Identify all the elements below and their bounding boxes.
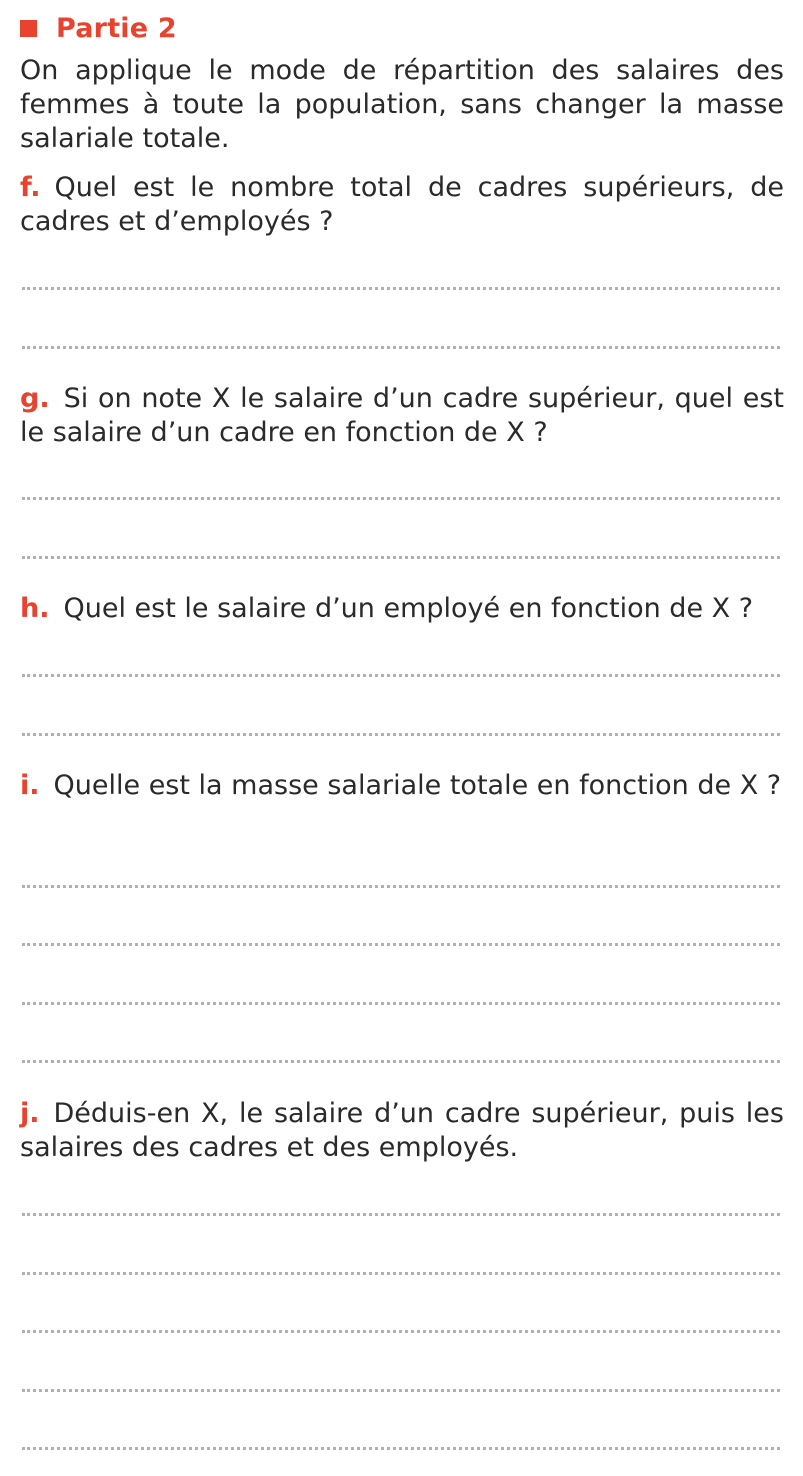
answer-line-j-3[interactable] — [22, 1330, 780, 1333]
answer-line-h-2[interactable] — [22, 733, 780, 736]
answer-line-j-2[interactable] — [22, 1272, 780, 1275]
question-f-letter: f. — [20, 172, 41, 203]
answer-line-f-2[interactable] — [22, 346, 780, 349]
answer-line-h-1[interactable] — [22, 674, 780, 677]
question-j-text: Déduis-en X, le salaire d’un cadre supérieur, puis les salaires des cadres et des employés. — [20, 1098, 784, 1163]
question-h — [20, 592, 784, 626]
question-i-letter: i. — [20, 770, 40, 801]
question-j — [20, 1097, 784, 1165]
answer-line-j-5[interactable] — [22, 1447, 780, 1450]
question-j-letter: j. — [20, 1098, 40, 1129]
answer-line-f-1[interactable] — [22, 287, 780, 290]
question-f-text: Quel est le nombre total de cadres supérieurs, de cadres et d’employés ? — [20, 172, 784, 237]
question-f — [20, 171, 784, 239]
question-h-letter: h. — [20, 593, 50, 624]
answer-line-j-1[interactable] — [22, 1213, 780, 1216]
answer-line-i-4[interactable] — [22, 1060, 780, 1063]
answer-line-i-1[interactable] — [22, 885, 780, 888]
question-g-letter: g. — [20, 383, 50, 414]
question-i — [20, 769, 784, 803]
question-h-text: Quel est le salaire d’un employé en fonction de X ? — [63, 593, 754, 624]
square-icon — [20, 20, 37, 37]
question-g-text: Si on note X le salaire d’un cadre supérieur, quel est le salaire d’un cadre en fonction de X ? — [20, 383, 784, 448]
intro-paragraph: On applique le mode de répartition des salaires des femmes à toute la population, sans changer la masse salariale totale. — [20, 55, 784, 154]
answer-line-i-2[interactable] — [22, 943, 780, 946]
answer-line-j-4[interactable] — [22, 1389, 780, 1392]
question-i-text: Quelle est la masse salariale totale en fonction de X ? — [53, 770, 782, 801]
section-heading — [20, 8, 177, 48]
question-g — [20, 382, 784, 450]
answer-line-g-1[interactable] — [22, 497, 780, 500]
answer-line-i-3[interactable] — [22, 1002, 780, 1005]
section-title: Partie 2 — [56, 12, 177, 44]
answer-line-g-2[interactable] — [22, 556, 780, 559]
